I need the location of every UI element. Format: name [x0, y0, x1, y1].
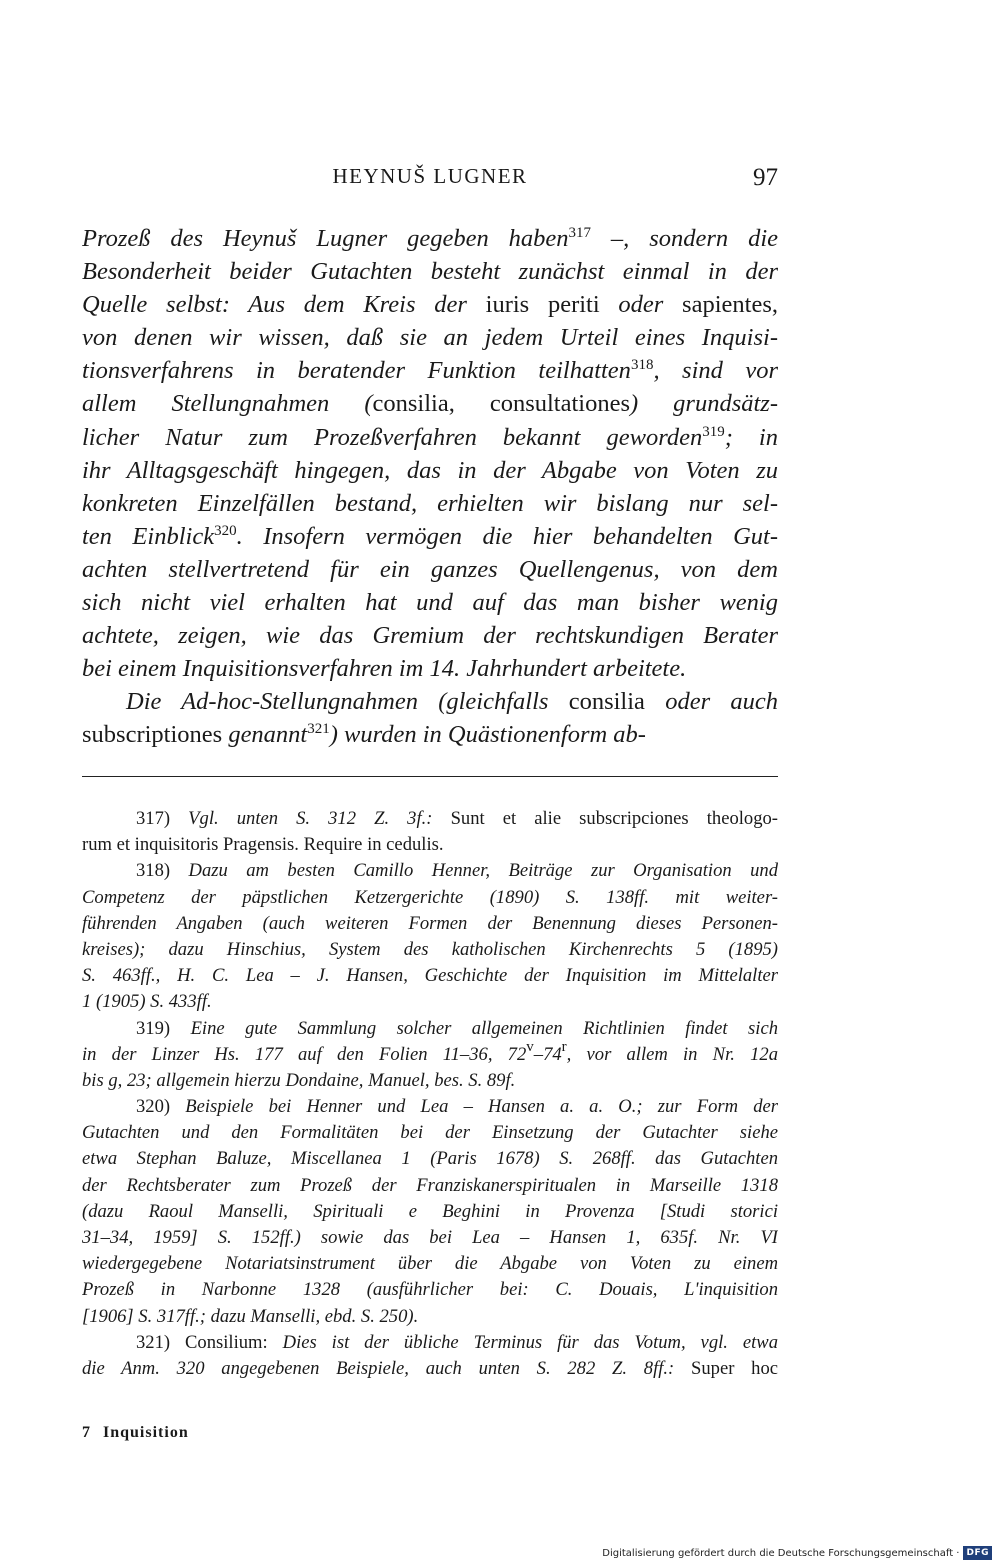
footnote-line — [82, 1225, 778, 1251]
footnote-line — [82, 1199, 778, 1225]
body-line — [82, 421, 778, 454]
body-line — [82, 520, 778, 553]
body-line — [82, 354, 778, 387]
text-run: Dies ist der übliche Terminus für das Votum, vgl. etwa — [282, 1331, 778, 1353]
body-line — [82, 718, 778, 751]
text-run: ) grundsätz- — [630, 390, 778, 418]
footnote-line — [82, 1146, 778, 1172]
dfg-logo: DFG — [963, 1546, 992, 1560]
body-line — [82, 685, 778, 718]
text-run: von denen wir wissen, daß sie an jedem Urteil eines Inquisi- — [82, 324, 778, 352]
footnote-line — [82, 1251, 778, 1277]
body-line — [82, 586, 778, 619]
text-run: kreises); dazu Hinschius, System des katholischen Kirchenrechts 5 (1895) — [82, 938, 778, 960]
text-run: bei einem Inquisitionsverfahren im 14. Jahrhundert arbeitete. — [82, 655, 687, 683]
footnote-line — [82, 1094, 778, 1120]
text-run: subscriptiones — [82, 721, 223, 749]
text-run: die Anm. 320 angegebenen Beispiele, auch unten S. 282 Z. 8ff.: — [82, 1357, 675, 1379]
text-run: consilia, consultationes — [372, 390, 630, 418]
signature-number: 7 — [82, 1424, 91, 1441]
text-run: in der Linzer Hs. 177 auf den Folien 11–36, 72 — [82, 1043, 527, 1065]
footnote-line — [82, 806, 778, 832]
text-run: genannt — [222, 721, 308, 749]
body-line — [82, 222, 778, 255]
footnote-line — [82, 832, 778, 858]
footnote-line — [82, 1042, 778, 1068]
footer-text: Digitalisierung gefördert durch die Deutsche Forschungsgemeinschaft · — [602, 1547, 960, 1559]
text-run: ten Einblick — [82, 522, 215, 550]
footnote-line — [82, 1330, 778, 1356]
text-run: 31–34, 1959] S. 152ff.) sowie das bei Lea – Hansen 1, 635f. Nr. VI — [82, 1227, 778, 1248]
body-line — [82, 652, 778, 685]
page-number: 97 — [753, 164, 778, 191]
text-run: der Rechtsberater zum Prozeß der Franziskanerspiritualen in Marseille 1318 — [82, 1174, 778, 1196]
text-run: sapientes, — [682, 291, 778, 319]
signature-label: Inquisition — [103, 1424, 189, 1441]
text-run: , vor allem in Nr. 12a — [566, 1043, 778, 1065]
text-run: allem Stellungnahmen ( — [82, 390, 373, 418]
text-run: –, sondern die — [591, 225, 778, 252]
body-line — [82, 288, 778, 321]
text-run: 319) — [136, 1017, 191, 1039]
page-header — [82, 164, 778, 198]
footnote-line — [82, 989, 778, 1015]
superscript-ref: r — [561, 1041, 567, 1055]
footnote-line — [82, 963, 778, 989]
text-run: 317) — [136, 808, 189, 829]
text-run: Quelle selbst: Aus dem Kreis der — [82, 291, 486, 319]
text-run: [1906] S. 317ff.; dazu Manselli, ebd. S. 250). — [82, 1305, 419, 1327]
text-run: Gutachten und den Formalitäten bei der Einsetzung der Gutachter siehe — [82, 1122, 778, 1144]
text-run: Sunt et alie subscripciones theologo- — [432, 808, 778, 829]
text-run: konkreten Einzelfällen bestand, erhielten wir bislang nur sel- — [82, 489, 778, 517]
text-run: rum et inquisitoris Pragensis. Require in cedulis. — [82, 834, 444, 856]
text-run: bis g, 23; allgemein hierzu Dondaine, Manuel, bes. S. 89f. — [82, 1069, 516, 1091]
footnote-line — [82, 1356, 778, 1382]
text-run: Competenz der päpstlichen Ketzergerichte (1890) S. 138ff. mit weiter- — [82, 886, 778, 908]
superscript-ref: 318 — [630, 357, 654, 374]
signature-mark — [82, 1424, 189, 1442]
body-line — [82, 387, 778, 420]
superscript-ref: 321 — [307, 721, 330, 738]
text-run: consilia — [568, 688, 645, 716]
body-line — [82, 619, 778, 652]
footnote-line — [82, 858, 778, 884]
footnote-line — [82, 937, 778, 963]
text-run: achtete, zeigen, wie das Gremium der rechtskundigen Berater — [82, 622, 778, 650]
text-run: Prozeß in Narbonne 1328 (ausführlicher bei: C. Douais, L'inquisition — [82, 1279, 778, 1301]
body-line — [82, 553, 778, 586]
text-run: oder auch — [644, 688, 778, 716]
text-run: 318) — [136, 860, 189, 882]
text-run: Die Ad-hoc-Stellungnahmen (gleichfalls — [126, 688, 569, 716]
superscript-ref: 317 — [568, 225, 591, 241]
body-line — [82, 454, 778, 487]
text-run: Prozeß des Heynuš Lugner gegeben haben — [82, 225, 569, 252]
footnote-line — [82, 1120, 778, 1146]
text-run: 320) — [136, 1096, 186, 1118]
text-run: sich nicht viel erhalten hat und auf das man bisher wenig — [82, 589, 778, 617]
footnote-line — [82, 1173, 778, 1199]
superscript-ref: v — [526, 1041, 534, 1055]
footnote-line — [82, 1277, 778, 1303]
footnote-line — [82, 885, 778, 911]
text-run: iuris periti — [485, 291, 600, 319]
running-head: HEYNUŠ LUGNER — [332, 164, 528, 188]
body-line — [82, 487, 778, 520]
digitization-footer — [602, 1544, 992, 1562]
body-line — [82, 321, 778, 354]
footnote-line — [82, 1068, 778, 1094]
text-run: Super hoc — [674, 1357, 778, 1379]
footnote-rule — [82, 776, 778, 777]
superscript-ref: 320 — [214, 522, 237, 539]
text-run: licher Natur zum Prozeßverfahren bekannt geworden — [82, 423, 703, 451]
text-run: ; in — [724, 423, 778, 451]
text-run: Beispiele bei Henner und Lea – Hansen a. a. O.; zur Form der — [185, 1096, 778, 1118]
body-text — [82, 222, 778, 752]
body-line — [82, 255, 778, 288]
text-run: wiedergegebene Notariatsinstrument über die Abgabe von Voten zu einem — [82, 1253, 778, 1275]
text-run: 1 (1905) S. 433ff. — [82, 991, 212, 1013]
text-run: führenden Angaben (auch weiteren Formen der Benennung dieses Personen- — [82, 912, 778, 934]
text-run: Besonderheit beider Gutachten besteht zunächst einmal in der — [82, 258, 778, 286]
text-run: ) wurden in Quästionenform ab- — [329, 721, 646, 749]
text-run: S. 463ff., H. C. Lea – J. Hansen, Geschichte der Inquisition im Mittelalter — [82, 965, 778, 987]
text-run: . Insofern vermögen die hier behandelten Gut- — [236, 522, 778, 550]
footnote-line — [82, 1016, 778, 1042]
text-run: tionsverfahrens in beratender Funktion teilhatten — [82, 357, 631, 385]
text-run: Eine gute Sammlung solcher allgemeinen Richtlinien findet sich — [190, 1017, 778, 1039]
text-run: (dazu Raoul Manselli, Spirituali e Beghini in Provenza [Studi storici — [82, 1200, 778, 1222]
text-run: –74 — [533, 1043, 562, 1065]
superscript-ref: 319 — [702, 423, 725, 440]
footnotes — [82, 806, 778, 1382]
text-run: achten stellvertretend für ein ganzes Quellengenus, von dem — [82, 555, 778, 583]
text-run: Dazu am besten Camillo Henner, Beiträge zur Organisation und — [188, 860, 778, 882]
footnote-line — [82, 911, 778, 937]
text-run: , sind vor — [653, 357, 778, 385]
footnote-line — [82, 1304, 778, 1330]
text-run: etwa Stephan Baluze, Miscellanea 1 (Paris 1678) S. 268ff. das Gutachten — [82, 1148, 778, 1170]
text-run: Vgl. unten S. 312 Z. 3f.: — [188, 808, 433, 829]
text-run: oder — [599, 291, 683, 319]
text-run: ihr Alltagsgeschäft hingegen, das in der Abgabe von Voten zu — [82, 456, 778, 484]
text-run: 321) Consilium: — [136, 1331, 283, 1353]
